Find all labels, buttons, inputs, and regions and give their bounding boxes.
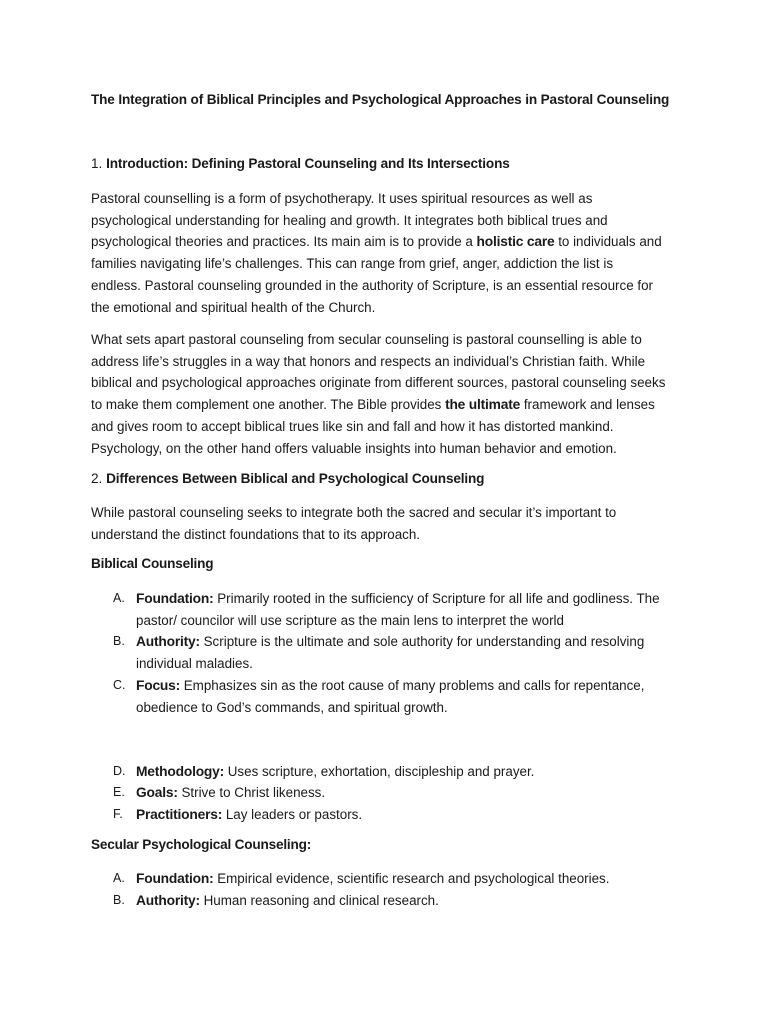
- section-2-number: 2.: [91, 471, 103, 486]
- list-text: pastor/ councilor will use scripture as the main lens to interpret the world: [136, 612, 564, 628]
- section-2-paragraph: [91, 502, 691, 545]
- list-marker: A.: [113, 591, 125, 605]
- paragraph-line: address life’s struggles in a way that honors and respects an individual’s Christian faith. While: [91, 353, 646, 369]
- list-marker: C.: [113, 678, 126, 692]
- paragraph-line: understand the distinct foundations that to its approach.: [91, 526, 421, 542]
- paragraph-line: Pastoral counselling is a form of psychotherapy. It uses spiritual resources as well as: [91, 191, 593, 206]
- biblical-counseling-heading: Biblical Counseling: [91, 556, 214, 571]
- list-term: Practitioners:: [136, 807, 223, 822]
- list-text: Empirical evidence, scientific research and psychological theories.: [213, 871, 610, 886]
- list-text: individual maladies.: [136, 655, 253, 671]
- list-term: Authority:: [136, 634, 200, 649]
- line-text: to individuals and: [554, 234, 662, 250]
- line-text: framework and lenses: [520, 397, 655, 413]
- list-term: Methodology:: [136, 764, 225, 779]
- section-1-paragraph-2: [91, 329, 691, 459]
- section-2-heading: [91, 471, 484, 486]
- list-term: Goals:: [136, 785, 178, 800]
- emphasis-the-ultimate: the ultimate: [445, 397, 521, 413]
- section-1-heading: [91, 156, 510, 171]
- emphasis-holistic-care: holistic care: [476, 234, 555, 250]
- paragraph-line: psychological understanding for healing and growth. It integrates both biblical trues and: [91, 212, 608, 228]
- list-text: obedience to God’s commands, and spiritual growth.: [136, 699, 448, 715]
- section-1-paragraph-1: [91, 188, 691, 318]
- list-text: Scripture is the ultimate and sole authority for understanding and resolving: [199, 634, 645, 649]
- list-text: Strive to Christ likeness.: [177, 785, 326, 800]
- paragraph-line: endless. Pastoral counseling grounded in the authority of Scripture, is an essential resource for: [91, 277, 653, 293]
- line-text: psychological theories and practices. Its main aim is to provide a: [91, 234, 477, 250]
- list-text: Emphasizes sin as the root cause of many problems and calls for repentance,: [180, 678, 645, 693]
- list-term: Foundation:: [136, 871, 214, 886]
- section-2-title: Differences Between Biblical and Psychological Counseling: [106, 471, 485, 486]
- paragraph-line: [91, 394, 691, 416]
- list-text: Uses scripture, exhortation, discipleship and prayer.: [224, 764, 535, 779]
- list-text: Primarily rooted in the sufficiency of Scripture for all life and godliness. The: [213, 591, 660, 606]
- list-text: Human reasoning and clinical research.: [199, 893, 439, 908]
- paragraph-line: What sets apart pastoral counseling from secular counseling is pastoral counselling is able to: [91, 332, 642, 347]
- list-marker: F.: [113, 807, 123, 821]
- list-marker: A.: [113, 871, 125, 885]
- paragraph-line: While pastoral counseling seeks to integrate both the sacred and secular it’s important to: [91, 505, 617, 520]
- paragraph-line: the emotional and spiritual health of the Church.: [91, 299, 376, 315]
- paragraph-line: Psychology, on the other hand offers valuable insights into human behavior and emotion.: [91, 440, 617, 456]
- paragraph-line: and gives room to accept biblical trues like sin and fall and how it has distorted mankind.: [91, 418, 614, 434]
- list-text: Lay leaders or pastors.: [222, 807, 363, 822]
- list-marker: B.: [113, 893, 125, 907]
- section-1-title: Introduction: Defining Pastoral Counseling and Its Intersections: [106, 156, 510, 171]
- list-term: Foundation:: [136, 591, 214, 606]
- secular-counseling-heading: Secular Psychological Counseling:: [91, 837, 312, 852]
- list-marker: D.: [113, 764, 126, 778]
- list-marker: B.: [113, 634, 125, 648]
- paragraph-line: [91, 231, 691, 253]
- line-text: to make them complement one another. The Bible provides: [91, 397, 446, 413]
- list-term: Focus:: [136, 678, 181, 693]
- paragraph-line: biblical and psychological approaches originate from different sources, pastoral counseling seeks: [91, 375, 666, 391]
- list-term: Authority:: [136, 893, 200, 908]
- list-marker: E.: [113, 785, 125, 799]
- paragraph-line: families navigating life’s challenges. This can range from grief, anger, addiction the list is: [91, 256, 614, 272]
- document-title: The Integration of Biblical Principles and Psychological Approaches in Pastoral Counseling: [91, 92, 670, 107]
- section-1-number: 1.: [91, 156, 103, 171]
